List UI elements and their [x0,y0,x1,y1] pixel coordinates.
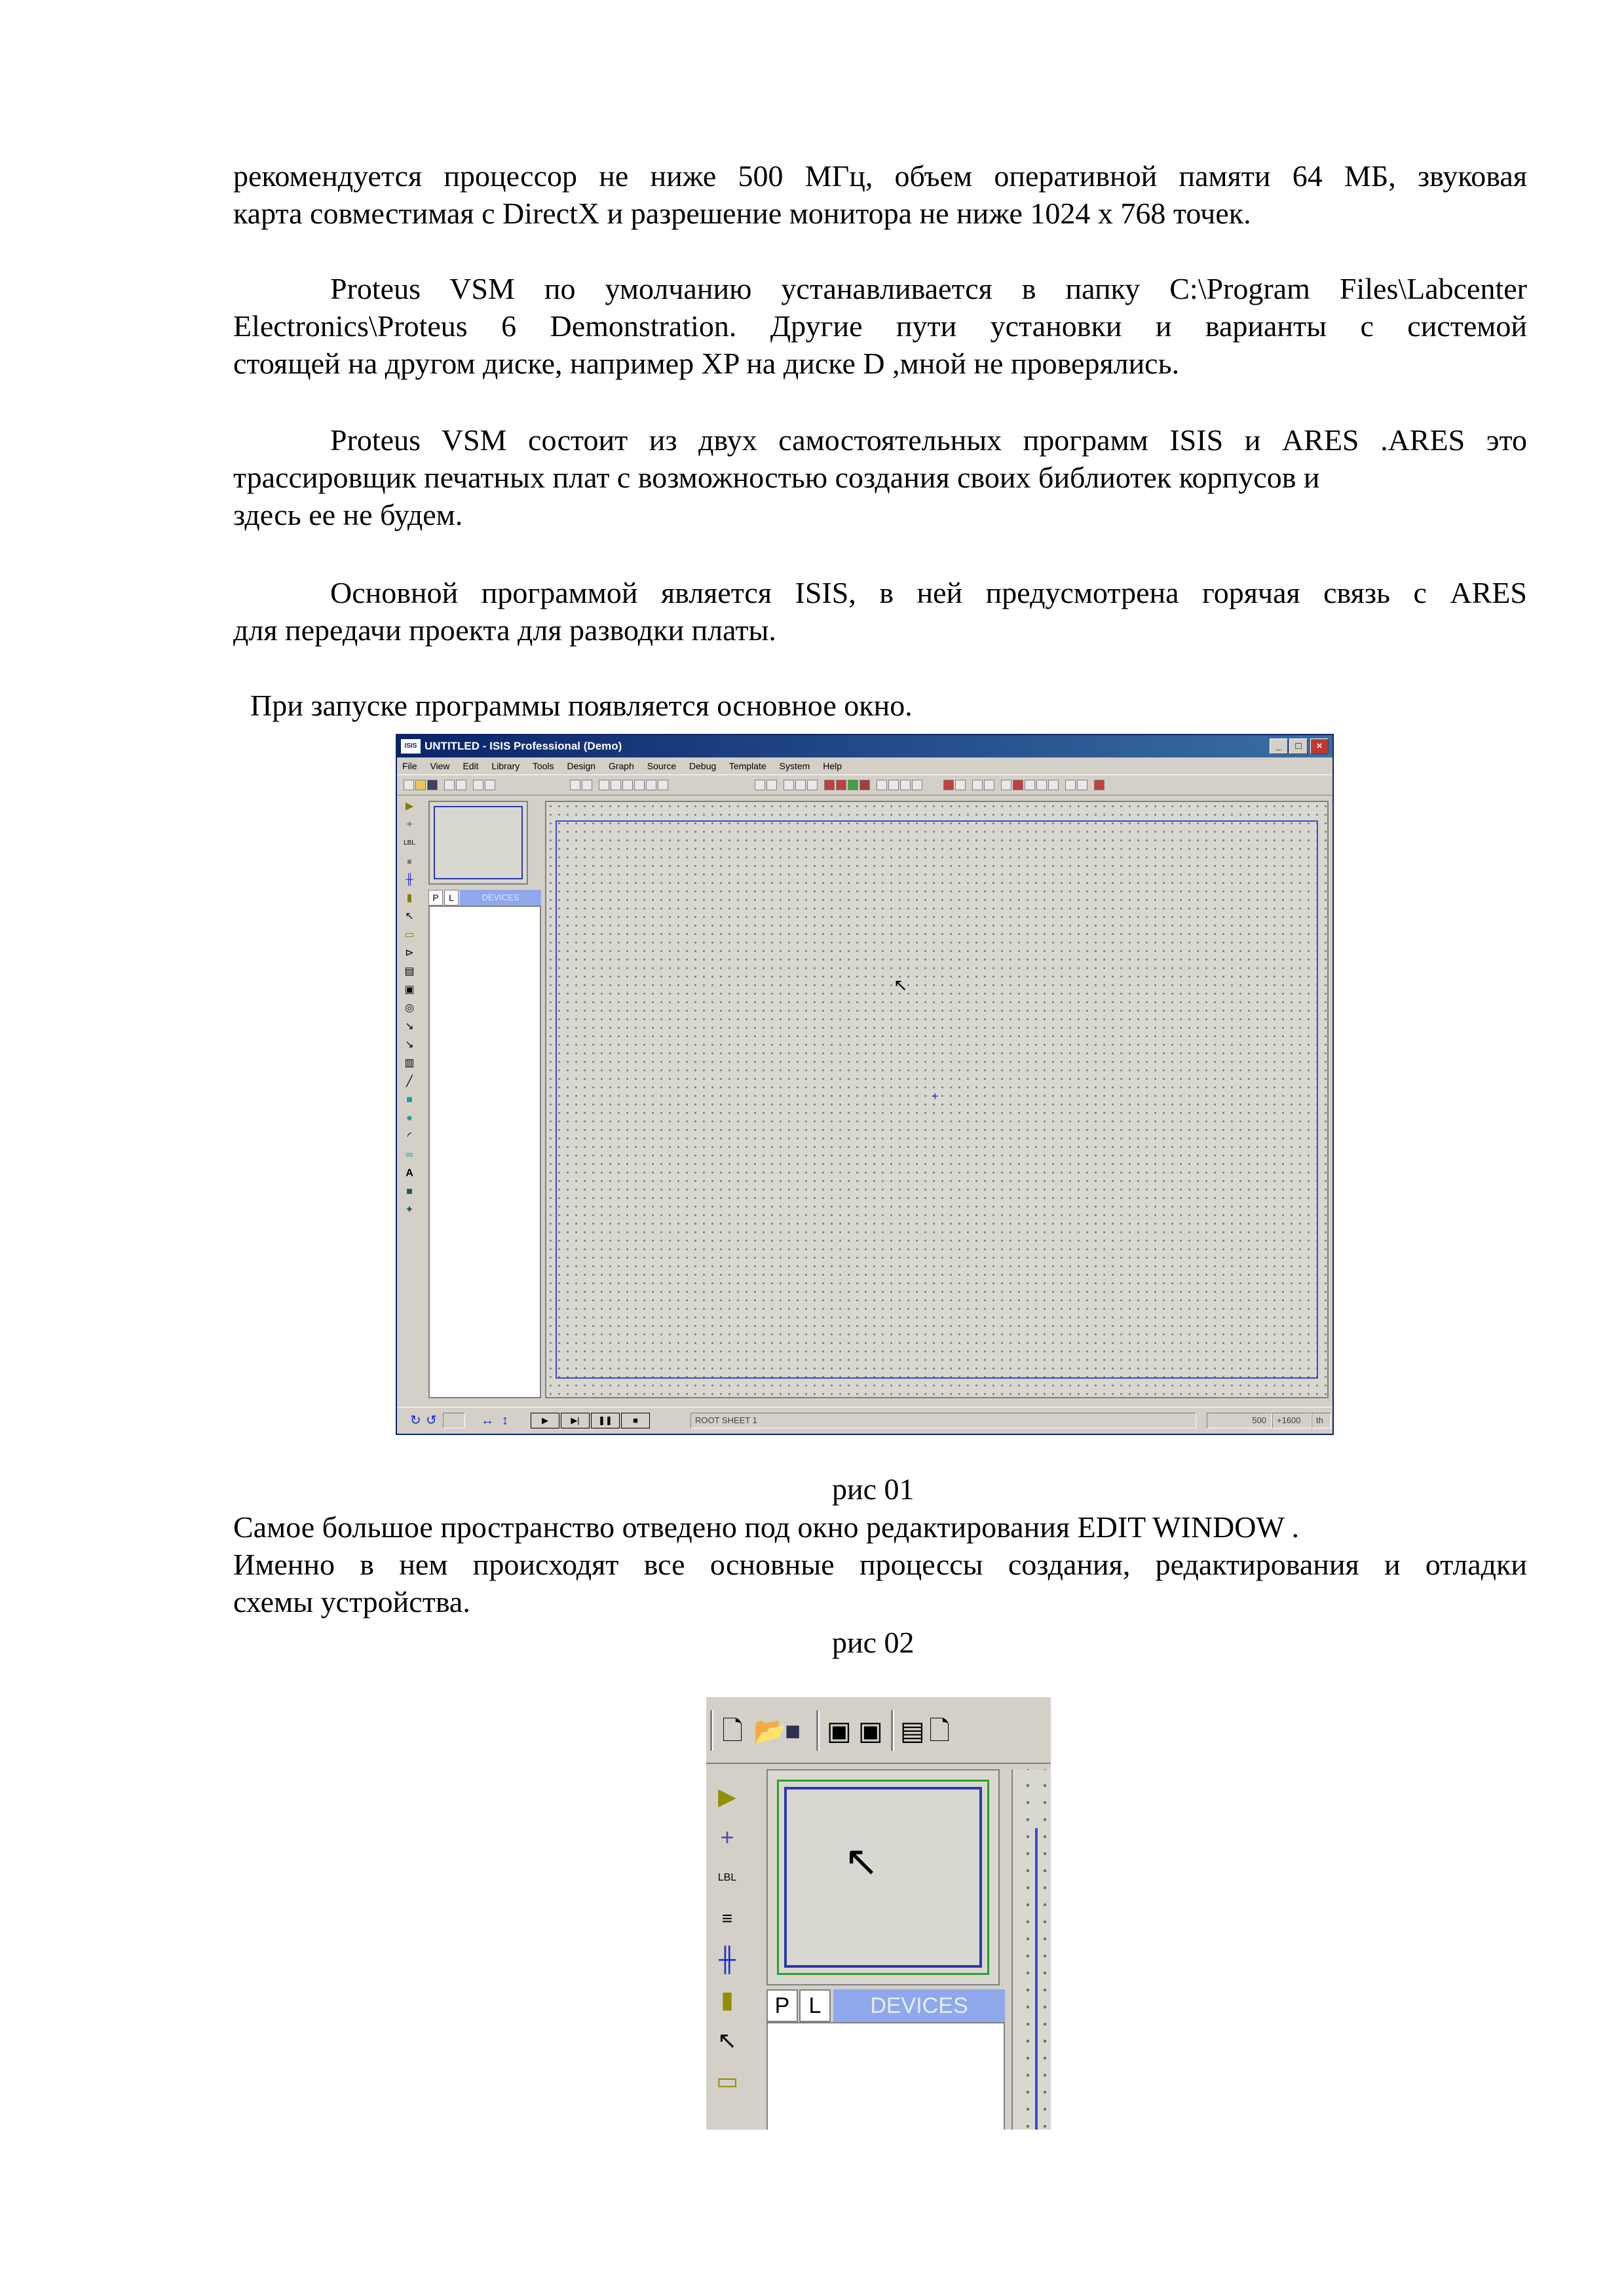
rotate-ccw-icon[interactable]: ↺ [426,1413,437,1428]
minimize-button[interactable]: _ [1270,738,1288,754]
text-line: рекомендуется процессор не ниже 500 МГц, объем оперативной памяти 64 МБ, звуковая [233,159,1527,193]
pick-device-tab[interactable]: P [428,890,443,906]
import-icon[interactable] [444,780,455,790]
coordinate-y: +1600 [1272,1413,1312,1428]
origin-icon[interactable] [599,780,609,790]
subcircuit-icon[interactable]: ▮ [406,892,413,904]
new-file-icon[interactable]: 🗋 [722,1717,744,1746]
subcircuit-icon[interactable]: ▮ [721,1986,734,2013]
coordinate-x: 500 [1207,1413,1272,1428]
save-icon[interactable] [427,780,438,790]
window-title: UNTITLED - ISIS Professional (Demo) [425,740,622,752]
paragraph-launch [250,687,1544,724]
device-list[interactable] [766,2022,1005,2130]
exit-to-parent-icon[interactable] [1025,780,1035,790]
text-line: Proteus VSM состоит из двух самостоятельных программ ISIS и ARES .ARES это [330,423,1527,457]
selection-arrow-icon[interactable]: ↖ [405,911,414,922]
text-line: Самое большое пространство отведено под окно редактирования EDIT WINDOW . [233,1510,1300,1544]
symbol-icon[interactable]: ■ [406,1186,413,1197]
device-selector-header [766,1989,1005,2022]
zoom-in-icon[interactable] [622,780,633,790]
library-manager-tab[interactable]: L [444,890,459,906]
new-file-icon[interactable] [404,780,414,790]
paragraph-main-program [233,574,1527,649]
cut-icon[interactable] [784,780,794,790]
paragraph-edit-window [233,1508,1527,1620]
print-area-icon[interactable]: 🗋 [929,1717,951,1746]
menu-graph[interactable]: Graph [608,761,634,771]
open-file-icon[interactable] [415,780,426,790]
component-mode-icon[interactable]: ▶ [718,1783,736,1810]
packaging-tool-icon[interactable] [900,780,911,790]
menu-file[interactable]: File [402,761,417,771]
component-mode-icon[interactable]: ▶ [405,801,414,812]
toolbar-separator [816,1710,820,1751]
tape-recorder-icon[interactable]: ▣ [404,984,415,995]
menu-template[interactable]: Template [728,761,766,771]
block-rotate-icon[interactable] [848,780,858,790]
text-script-icon[interactable]: ≡ [721,1908,733,1928]
box-icon[interactable]: ■ [406,1094,413,1105]
rotation-angle-field[interactable] [443,1413,465,1428]
search-icon[interactable] [972,780,983,790]
overview-sheet-frame [434,806,523,879]
rotate-cw-icon[interactable]: ↻ [410,1413,421,1428]
isis-main-window-screenshot [396,734,1334,1435]
block-move-icon[interactable] [836,780,846,790]
terminal-icon[interactable]: ▭ [404,929,415,940]
device-selector-header [428,890,541,906]
text-line: При запуске программы появляется основное окно. [250,689,913,722]
voltage-probe-icon[interactable]: ↘ [405,1021,414,1032]
zoom-all-icon[interactable] [646,780,656,790]
text-line: Electronics\Proteus 6 Demonstration. Другие пути установки и варианты с системой [233,309,1527,343]
print-icon[interactable] [473,780,483,790]
pick-device-tab[interactable]: P [766,1989,798,2022]
text-line: Именно в нем происходят все основные процессы создания, редактирования и отладки [233,1548,1527,1581]
junction-dot-icon[interactable]: + [406,819,413,830]
text-line: Основной программой является ISIS, в ней предусмотрена горячая связь с ARES [330,576,1527,609]
undo-icon[interactable] [755,780,765,790]
text-line: схемы устройства. [233,1585,470,1618]
generator-icon[interactable]: ◎ [405,1003,414,1014]
pan-icon[interactable] [611,780,621,790]
print-area-icon[interactable] [485,780,495,790]
text-icon[interactable]: A [406,1168,413,1179]
window-titlebar [397,735,1332,757]
paragraph-install-path [233,270,1527,382]
copy-icon[interactable] [795,780,806,790]
new-sheet-icon[interactable] [1001,780,1011,790]
device-pin-icon[interactable]: ⊳ [405,947,414,959]
text-line: для передачи проекта для разводки платы. [233,613,776,647]
main-toolbar [397,775,1332,795]
mode-toolbar [398,795,422,1398]
sheet-border [1035,1828,1038,2130]
property-assign-icon[interactable] [984,780,994,790]
export-icon[interactable] [456,780,466,790]
pick-device-icon[interactable] [877,780,887,790]
electrical-check-icon[interactable] [1048,780,1059,790]
menu-design[interactable]: Design [567,761,596,771]
virtual-instrument-icon[interactable]: ▥ [404,1058,415,1069]
paragraph-isis-ares [233,421,1527,533]
devices-label: DEVICES [460,890,541,906]
open-file-icon[interactable]: 📂 [753,1717,786,1746]
menu-source[interactable]: Source [647,761,677,771]
stop-button[interactable]: ■ [621,1413,650,1428]
arc-icon[interactable]: ◜ [407,1131,412,1142]
toolbar-separator [710,1710,713,1751]
text-script-icon[interactable]: ≡ [407,857,412,866]
overview-window[interactable] [766,1769,1000,1985]
circle-icon[interactable]: ● [406,1113,413,1124]
ares-icon[interactable] [1077,780,1087,790]
text-line: карта совместимая с DirectX и разрешение монитора не ниже 1024 x 768 точек. [233,197,1251,230]
fragment-toolbar [706,1697,1051,1764]
line-icon[interactable]: ╱ [406,1076,413,1087]
text-line: Proteus VSM по умолчанию устанавливается в папку C:\Program Files\Labcenter [330,272,1527,305]
menu-tools[interactable]: Tools [532,761,554,771]
terminal-icon[interactable]: ▭ [715,2067,738,2094]
library-manager-tab[interactable]: L [799,1989,831,2022]
status-bar [397,1407,1332,1434]
isis-app-icon: ISIS [401,739,421,754]
mirror-x-icon[interactable]: ↔ [481,1413,494,1428]
graph-icon[interactable]: ▤ [404,966,415,977]
decompose-icon[interactable] [912,780,922,790]
save-icon[interactable]: ■ [785,1717,801,1746]
wire-autorouter-icon[interactable] [943,780,954,790]
print-icon[interactable]: ▤ [900,1717,925,1746]
menu-system[interactable]: System [779,761,810,771]
menu-debug[interactable]: Debug [689,761,717,771]
toolbar-separator [891,1710,894,1751]
step-button[interactable]: ▶| [561,1413,590,1428]
bus-icon[interactable]: ╫ [406,874,413,885]
edit-window[interactable] [545,801,1329,1398]
paste-icon[interactable] [807,780,818,790]
wire-label-icon[interactable]: LBL [717,1872,737,1883]
path-icon[interactable]: ∞ [406,1149,413,1160]
menu-help[interactable]: Help [823,761,842,771]
wire-label-icon[interactable]: LBL [404,839,415,847]
menu-bar [397,757,1332,775]
text-line: стоящей на другом диске, например XP на диске D ,мной не проверялись. [233,347,1180,380]
make-device-icon[interactable] [888,780,899,790]
overview-sheet-frame [784,1787,982,1968]
marker-icon[interactable]: ✦ [405,1204,414,1215]
edit-window-edge[interactable] [1011,1769,1051,2130]
bill-of-materials-icon[interactable] [1036,780,1047,790]
devices-label: DEVICES [833,1989,1005,2022]
block-delete-icon[interactable] [859,780,870,790]
mouse-cursor-icon: ↖ [894,975,908,995]
close-button[interactable]: × [1310,738,1329,754]
junction-dot-icon[interactable]: + [720,1824,734,1850]
text-line: трассировщик печатных плат с возможностью создания своих библиотек корпусов и [233,461,1320,494]
sheet-status: ROOT SHEET 1 [690,1413,1196,1428]
export-icon[interactable]: ▣ [858,1717,883,1746]
play-button[interactable]: ▶ [531,1413,559,1428]
figure-caption-1: рис 01 [832,1472,915,1506]
import-icon[interactable]: ▣ [827,1717,852,1746]
figure-caption-2: рис 02 [832,1626,915,1659]
pause-button[interactable]: ❚❚ [591,1413,620,1428]
search-tag-icon[interactable] [955,780,966,790]
paragraph-requirements [233,157,1527,232]
simulation-icon[interactable] [1094,780,1105,790]
zoom-out-icon[interactable] [634,780,645,790]
selection-arrow-icon[interactable]: ↖ [717,2027,738,2054]
mirror-y-icon[interactable]: ↕ [502,1413,508,1428]
block-copy-icon[interactable] [824,780,835,790]
current-probe-icon[interactable]: ↘ [405,1039,414,1050]
text-line: здесь ее не будем. [233,498,463,531]
grid-icon[interactable] [582,780,592,790]
bus-icon[interactable]: ╫ [719,1945,736,1972]
mouse-cursor-icon: ↖ [844,1837,879,1885]
overview-window[interactable] [428,801,528,885]
isis-fragment-screenshot [706,1697,1051,2130]
remove-sheet-icon[interactable] [1013,780,1023,790]
redo-icon[interactable] [766,780,777,790]
menu-library[interactable]: Library [491,761,520,771]
device-list[interactable] [428,906,541,1398]
zoom-area-icon[interactable] [658,780,668,790]
menu-view[interactable]: View [430,761,450,771]
unit-label: th [1312,1413,1331,1428]
menu-edit[interactable]: Edit [463,761,479,771]
netlist-icon[interactable] [1065,780,1076,790]
overview-visible-area [777,1780,989,1975]
origin-marker-icon: + [932,1090,939,1103]
maximize-button[interactable]: □ [1289,738,1308,754]
redraw-icon[interactable] [570,780,580,790]
